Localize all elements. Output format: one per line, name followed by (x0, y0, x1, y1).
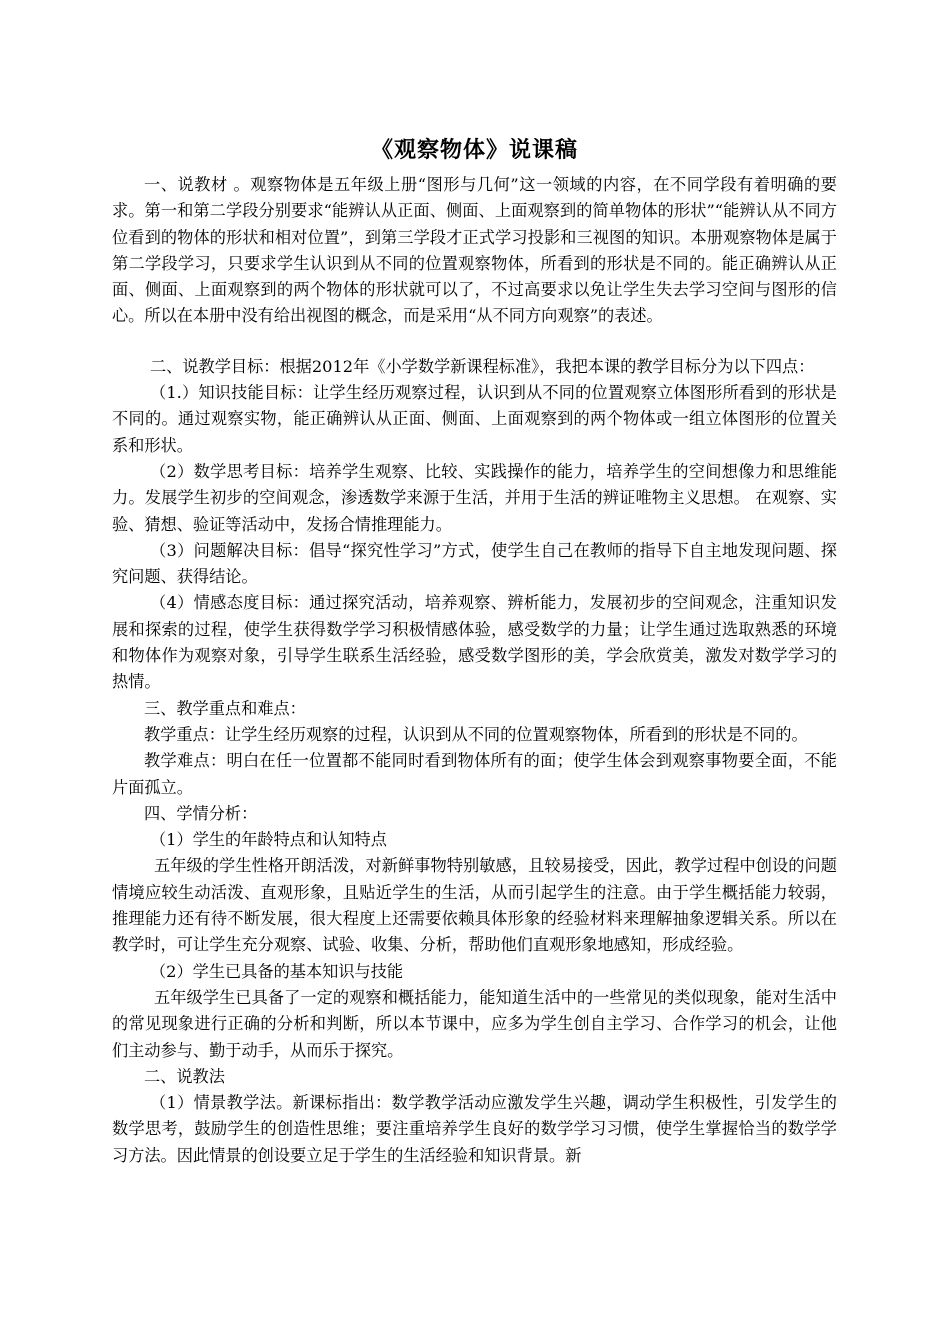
document-title: 《观察物体》说课稿 (370, 138, 578, 163)
paragraph-goal-emotion: （4）情感态度目标：通过探究活动，培养观察、辨析能力，发展初步的空间观念，注重知识发展和探索的过程，使学生获得数学学习积极情感体验，感受数学的力量；让学生通过选取熟悉的环境和物体作为观察对象，引导学生联系生活经验，感受数学图形的美，学会欣赏美，激发对数学学习的热情。 (112, 593, 837, 692)
paragraph-situational-teaching: （1）情景教学法。新课标指出：数学教学活动应激发学生兴趣，调动学生积极性，引发学生的数学思考，鼓励学生的创造性思维；要注重培养学生良好的数学学习习惯，使学生掌握恰当的数学学习方法。因此情景的创设要立足于学生的生活经验和知识背景。新 (112, 1093, 837, 1165)
paragraph-age-features-heading: （1）学生的年龄特点和认知特点 (150, 830, 387, 850)
paragraph-key-point: 教学重点：让学生经历观察的过程，认识到从不同的位置观察物体，所看到的形状是不同的。 (144, 724, 808, 744)
paragraph-teaching-goals: 二、说教学目标：根据2012年《小学数学新课程标准》，我把本课的教学目标分为以下四点： (150, 356, 815, 376)
paragraph-age-features: 五年级的学生性格开朗活泼，对新鲜事物特别敏感，且较易接受，因此，教学过程中创设的问题情境应较生动活泼、直观形象，且贴近学生的生活，从而引起学生的注意。由于学生概括能力较弱，推理能力还有待不断发展，很大程度上还需要依赖具体形象的经验材料来理解抽象逻辑关系。所以在教学时，可让学生充分观察、试验、收集、分析，帮助他们直观形象地感知，形成经验。 (112, 856, 837, 955)
blank-line (112, 330, 837, 354)
paragraph-key-points-heading: 三、教学重点和难点： (144, 698, 306, 718)
paragraph-prior-knowledge-heading: （2）学生已具备的基本知识与技能 (150, 961, 404, 981)
paragraph-textbook: 一、说教材 。观察物体是五年级上册“图形与几何”这一领域的内容，在不同学段有着明确的要求。第一和第二学段分别要求“能辨认从正面、侧面、上面观察到的简单物体的形状”“能辨认从不同方位看到的物体的形状和相对位置”，到第三学段才正式学习投影和三视图的知识。本册观察物体是属于第二学段学习，只要求学生认识到从不同的位置观察物体，所看到的形状是不同的。能正确辨认从正面、侧面、上面观察到的两个物体的形状就可以了，不过高要求以免让学生失去学习空间与图形的信心。所以在本册中没有给出视图的概念，而是采用“从不同方向观察”的表述。 (112, 175, 837, 326)
paragraph-goal-problem-solving: （3）问题解决目标：倡导“探究性学习”方式，使学生自己在教师的指导下自主地发现问题、探究问题、获得结论。 (112, 540, 837, 587)
paragraph-prior-knowledge: 五年级学生已具备了一定的观察和概括能力，能知道生活中的一些常见的类似现象，能对生活中的常见现象进行正确的分析和判断，所以本节课中，应多为学生创自主学习、合作学习的机会，让他们主动参与、勤于动手，从而乐于探究。 (112, 987, 837, 1060)
paragraph-difficulty: 教学难点：明白在任一位置都不能同时看到物体所有的面；使学生体会到观察事物要全面，不能片面孤立。 (112, 751, 837, 797)
paragraph-goal-thinking: （2）数学思考目标：培养学生观察、比较、实践操作的能力，培养学生的空间想像力和思维能力。发展学生初步的空间观念，渗透数学来源于生活，并用于生活的辨证唯物主义思想。 在观察、实验、猜想、验证等活动中，发扬合情推理能力。 (112, 461, 837, 534)
document-page (112, 134, 837, 1169)
paragraph-methods-heading: 二、说教法 (144, 1066, 225, 1086)
paragraph-goal-knowledge: （1.）知识技能目标：让学生经历观察过程，认识到从不同的位置观察立体图形所看到的形状是不同的。通过观察实物，能正确辨认从正面、侧面、上面观察到的两个物体或一组立体图形的位置关系和形状。 (112, 383, 837, 455)
paragraph-learner-analysis-heading: 四、学情分析： (144, 803, 258, 823)
